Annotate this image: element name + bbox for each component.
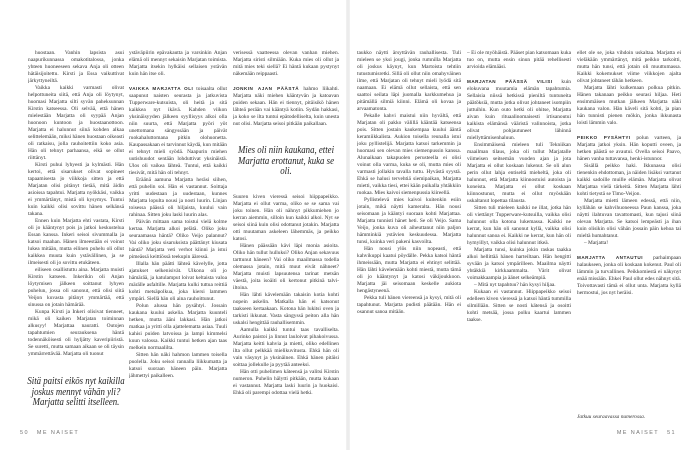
body-paragraph (233, 327, 339, 369)
body-paragraph (233, 194, 339, 243)
paragraph-text: Pekka tuli hänen viereensä ja kysyi, mitä oli tapahtunut. Marjatta pudisti päätään. Hän ei osannut sanoa mitään. (357, 295, 461, 315)
paragraph-text: Kukaan ei vastannut. Hiippapeikko seisoi edelleen kiven vieressä ja katsoi häntä tummilla silmillään. Sitten se nosti kätensä ja osoitti kohti metsää, jossa polku kaartui lammen taakse. (467, 289, 571, 323)
paragraph-text: hahmo liikahti. Marjatta näki miehen kääntyvän ja katoavan puiden sekaan. Hän ei tiennyt, pitäisikö hänen lähteä perään vai kääntyä kotiin. Sydän hakkasi, ja koko se ilta tuntui epätodelliselta, kuin unesta nut olisi. Marjatta seisoi pitkään paikallaan. (233, 86, 339, 127)
page-gutter (346, 0, 350, 450)
body-paragraph (233, 85, 339, 128)
magazine-name: ME NAISET (616, 430, 660, 436)
section-lead-in: MARJATTA ANTAUTUI (577, 255, 643, 260)
paragraph-text: huostaan. Vanhin lapsista asui naapurikunnassa omakotitalossa, jonka yhteen huoneeseen sekava Anja oli otteen hätäisijoitettu. Kirsti ja Essa vaikuttivat järkyttyneiltä. (28, 50, 124, 84)
body-paragraph (357, 295, 461, 316)
pull-quote-center: Mies oli niin kaukana, ettei Marjatta erottanut, kuka se oli. (237, 144, 335, 177)
body-paragraph (467, 50, 571, 71)
body-paragraph (129, 177, 227, 219)
body-paragraph (577, 198, 681, 240)
body-paragraph (129, 261, 227, 303)
paragraph-text: Sitten tuli mieleen kaikki ne illat, jotka hän oli viettänyt Tupperware-kutsuilla, vaikka olisi halunnut olla kotona lukemassa. Kaikki ne kerrat, kun hän oli sanonut kyllä, vaikka olisi halunnut sanoa ei. Kaikki ne kerrat, kun hän oli hymyillyt, vaikka olisi halunnut itkeä. (467, 205, 571, 246)
paragraph-text: Sisällä peikko haki. Ikkunassa olisi tienenkin ehdottoman, ja näiden lisäksi vartanut kaikki sadoille muille elämän. Marjatta olivat Marjattaa vielä tärkeitä. Sitten Marjatta lähti kohti tietystä se Timo-Veijon. (577, 163, 681, 197)
pull-quote-left: Sitä paitsi eikös nyt kaikilla joskus mennyt vähän yli? Marjatta selitti itselleen. (27, 375, 125, 408)
continued-note (577, 414, 681, 422)
paragraph-text: – Marjatta! (584, 240, 609, 246)
left-column-3-continued (233, 194, 339, 421)
paragraph-text: toisaalta ollut saapunut naisten seurasta ja jatkuvista Tupperware-kutsuista, oli heitä ja sitä kaikkea nyt ikävä. Kahden viikon yksinäisyyden jälkeen syyllisyys alkoi olla niin suurta, että Marjatta pyöri yöt unettomana sängyssään ja päivät ruokahaluttomana pitkin olohuonetta. Kaupassakaan ei tarvinnut käydä, kun mitään ei tehnyt mieli syödä. Naapurin miehen uutishuudot sentään lohduttivat yksinäistä. Ulos oli vaikea lähteä. Tuntui, että kaikki tiesivät, mitä hän oli tehnyt. (129, 86, 227, 176)
body-paragraph (467, 78, 571, 142)
body-paragraph (467, 282, 571, 289)
paragraph-text: kuin elokuvana muutamia elämän tapahtumia. Sellaisia niissä hetkissä pieniltä tuntuneita päätöksiä, mutta jotka olivat johtaneet isompiin juttuihin. Kun outo hetki oli ohitse, Marjatta aivan kuin rituaalinomaisesti irtisanoutui kaikista elämänsä vääristä valinnoista, jotka olivat pohjautuneet lähinnä miellyttämisenhaluun. (467, 79, 571, 141)
right-column-1 (357, 50, 461, 422)
body-paragraph (577, 85, 681, 127)
section-lead-in: PEIKKO PYSÄHTYI (577, 135, 631, 140)
left-column-2 (129, 50, 227, 422)
body-paragraph (357, 246, 461, 295)
body-paragraph (467, 205, 571, 247)
magazine-name: ME NAISET (36, 430, 80, 436)
paragraph-text: Hän otti puhelimen käteensä ja valitsi Kirstin numeron. Puhelin hälytti pitkään, mutta kukaan ei vastannut. Marjatta laski luurin ja huokaisi. Ehkä oli parempi odottaa vielä hetki. (233, 369, 339, 396)
paragraph-text: Kunpa Kirsti ja Inkeri olisivat tienneet, mikä oli kaiken Marjatan toiminnan alkusyy! Marjattaa nauratti. Outojen tapahtumien seurauksena häntä todennäköisesti oli hyljätty kaveripiiristä. Se suretti, mutta samaan aikaan se oli täysin ymmärrettävää. Marjatta oli tuonut (28, 309, 124, 357)
body-paragraph (233, 292, 339, 327)
section-lead-in: VAIKKA MARJATTA OLI (129, 86, 194, 91)
paragraph-text: Pekalle kahvi maistui niin hyvältä, että Marjatan oli pakko välillä kääntää katseensa pois. Sitten jostain kaukempaa kuului ääntä keramiikkalista. Aukion toisella reunalla istui joku pyllistelijä. Marjatta katsoi tarkemmin ja huomasi sen olevan mies siemenpussin kanssa. Alunaikaan takapuolen perusteella ei olisi voinut olla varma, kuka se oli, mutta mies oli varmasti jollakin tavalla tuttu. Hyvästä syystä. Ehkä se halusi tervehtiä siemipaikan, Marjatta mietti, vaikka tiesi, ettei kään puikalla yhtäkkiin ruokaa. Mies kaivoi siemenpussia kiireellä. (357, 113, 461, 196)
right-column-2 (467, 50, 571, 422)
paragraph-text: Suuren kiven vieressä seisoi hiippapeikko. Marjatta ei ollut varma, oliko se se sama vai joku toinen. Hän oli nähnyt pikkumiehen jo kerran aiemmin, silloin kun kaikki alkoi. Nyt se seisoi siinä kuin olisi odottanut jotakin. Marjatta otti muutaman askeleen lähemmäs, ja peikko katosi. (233, 194, 339, 242)
body-paragraph (129, 303, 227, 352)
paragraph-text: Marjatta lähti kulkemaan polkua pitkin. Hänen takanaan peikko seurasi hiljaa. Heti ensimmäisen mutkan jälkeen Marjatta näki kaukana valon. Hän käveli sitä kohti, ja pian hän tunnisti pienen mökin, jonka ikkunasta loisti lämmin valo. (577, 85, 681, 126)
paragraph-text: parhaimpaan halaukseen, jonka oli koskaan kokenut. Paul oli lämmin ja turvallinen. Peikkomiestä ei näkynyt enää missään. Ehkei Paul ollut edes nähnyt sitä. Toivottavasti tämä ei ollut unta. Marjatta kyllä hermostui, jos nyt heräisi. (577, 255, 681, 296)
paragraph-text: eiliseen osallistuttu aina. Marjatta muisti Kirstin katseen. Inkerikin oli Anjan löytymisen jälkeen soittanut lyhyen puhelun, jossa oli sanonut, että olisi siitä Veijon kuvasta pitänyt ymmärtää, että sinussa on jotain hämärää. (28, 267, 124, 308)
paragraph-text: Hänen päässään kävi läpi monia asioita. Oliko hän tullut hulluksi? Oliko Anjan sekavuus tarttunut häneen? Vai oliko maailmassa todella olemassa jotain, mitä muut eivät nähneet? Marjatta muisti lapsuutensa tarinat metsän väestä, joita isoäiti oli kertonut pitkinä talvi-iltoina. (233, 243, 339, 291)
body-paragraph (233, 243, 339, 292)
paragraph-text: Illalla hän päätti lähteä kävelylle, jotta ajatukset selkenisivät. Ulkona oli jo hämärää, ja katulamput loivat keltaista valoa märälle asfaltille. Marjatta kulki tuttua reittiä kohti metsäpolkua, joka kiersi lammen ympäri. Siellä hän oli aina rauhoittunut. (129, 261, 227, 302)
body-paragraph (129, 50, 227, 78)
body-paragraph (233, 50, 339, 78)
page-number: 50 (20, 430, 29, 436)
paragraph-text: ellet ole se, joka vihdoin uskaltaa. Marjatta ei vieläkään ymmärtänyt, mitä peikko tarkoitti, mutta hän tunsi, että jotain oli muuttumassa. Kaikki kokemukset viime viikkojen ajalta olivat johtaneet tähän hetkeen. (577, 50, 681, 84)
body-paragraph (357, 50, 461, 113)
paragraph-text: – Ei ole myöhäistä. Pääset pian katsomaan kuka tuo on, mutta ensin sinun pitää rehellisesti arvioida elämääsi. (467, 50, 571, 70)
page-number: 51 (667, 430, 676, 436)
continued-text: Jatkuu seuraavassa numerossa. (577, 414, 646, 420)
body-paragraph (129, 85, 227, 177)
left-column-1 (28, 50, 124, 365)
paragraph-text: Vaikka kaikki varmasti olivat helpottuneita siitä, että Anja oli löytynyt, huomasi Marjatta silti syvän paheksunnan Kirstin katseessa. Oli selvää, että hänen mielestään Marjatta oli syypää Anjan huonoon kuntoon ja huostaanottoon. Marjatta ei halunnut siinä kohden alkaa selittelemään, miksi hänen huostaan oikeasti oli ratkaisu, jolla rauhoitettiin koko asia. Hän oli tehnyt parhaansa, eikä se ollut riittänyt. (28, 85, 124, 161)
paragraph-text: taukko näytti ärsyttävän rauhallisesta. Tuli mieleen se yksi jougi, jonka rumnilla Marjatta oli joskus käynyt, kun Martoista tehtiin tutustumisretki. Sillä oli ollut niin omahyväinen ilme, että Marjatan oli tehnyt mieli lyödä sitä naamaan. Ei elämä ollut sellaista, että sen saattoi seilata läpi juomalla karkkumehua ja pitämällä silmiä kiinni. Elämä oli kovaa ja arvaamatonta. (357, 50, 461, 112)
paragraph-text: Hän nousi ylös niin nopeasti, että kahvikuppi kaatui pöydälle. Pekka katsoi häntä ihmeissään, mutta Marjatta ei ehtinyt selittää. Hän lähti kävelemään kohti miestä, mutta tämä oli jo kääntynyt ja katosi väkijoukkoon. Marjatta jäi seisomaan keskelle aukiota hengästyneenä. (357, 246, 461, 294)
body-paragraph (28, 162, 124, 218)
body-paragraph (577, 134, 681, 163)
paragraph-text: Ensimmäisenä mieleen tuli Tekniikan maailman tilaus, joka oli tullut Marjatalle viimeisen seitsemän vuoden ajan ja jota Marjatta ei ollut koskaan lukenut. Se oli alun perin ollut lahja entiseltä mieheltä, joka oli halunnut, että Marjatta kiinnostuisi autoista ja koneista. Marjatta ei ollut koskaan kiinnostunut, mutta ei ollut myöskään uskaltanut lopettaa tilausta. (467, 142, 571, 204)
paragraph-text: Polun alussa hän pysähtyi. Jossain kaukana kuului askelia. Marjatta kuunteli hetken, mutta ääni lakkasi. Hän jatkoi matkaa ja yritti olla ajattelematta asiaa. Tuuli kahisi puiden latvoissa ja lampi kimmelsi kuun valossa. Kaikki tuntui hetken ajan taas melkein normaalilta. (129, 303, 227, 351)
body-paragraph (28, 267, 124, 309)
body-paragraph (28, 85, 124, 162)
body-paragraph (357, 197, 461, 246)
left-column-3 (233, 50, 339, 137)
body-paragraph (233, 369, 339, 397)
body-paragraph (357, 113, 461, 197)
paragraph-text: Päivän mittaan sama toistui vielä kolme kertaa. Marjatta alkoi pelätä. Oliko joku seuraamassa häntä? Oliko Veijo palannut? Vai oliko joku sisaruksista päättänyt kiusata häntä? Marjatta veti verhot kiinni ja istui pimeässä keittiössä teekupin ääressä. (129, 219, 227, 260)
paragraph-text: Sitten hän näki hahmon lammen toisella puolella. Joku seisoi rannalla liikkumatta ja katsoi suoraan häneen päin. Marjatta jähmettyi paikalleen. (129, 352, 227, 379)
paragraph-text: Kirsti puhui lyhyesti ja kylmästi. Hän kertoi, että sisarukset olivat sopineet tapaamisesta jo viikkoja sitten ja että Marjatan olisi pitänyt tietää, mitä äidin asioissa tapahtui. Marjatta nyökkäsi, vaikka ei ymmärtänyt, mistä oli kysymys. Tuntui kuin kaikki olisi sovittu hänen selkänsä takana. (28, 162, 124, 217)
body-paragraph (577, 240, 681, 247)
paragraph-text: Ennen kuin Marjatta ehti vastata, Kirsti oli jo kääntynyt pois ja jatkoi keskustelua Essan kanssa. Inkeri seisoi sivummalla ja katsoi maahan. Hänen ilmeestään ei voinut lukea mitään, mutta eilinen puhelu oli ollut kaikkea muuta kuin ystävällinen, ja se ilmeisesti oli jo sovittu etukäteen. (28, 218, 124, 266)
paragraph-text: Pyllistelevä mies kaivoi kuitenkin esiin jotain, mikä näytti kameralta. Hän nousi seisomaan ja kääntyi suoraan kohti Marjattaa. Marjatta tunnisti hänet heti. Se oli Veijo. Sama Veijo, jonka kuva oli aiheuttanut niin paljon hämminkiä ystävien keskuudessa. Marjatta tunsi, kuinka veri pakeni kasvoilta. (357, 197, 461, 245)
body-paragraph (467, 289, 571, 324)
paragraph-text: Marjatta tunsi, kuinka jokin raskas taakka alkoi hellittää hänen harteiltaan. Hän hengitti syvään ja katsoi ympärilleen. Maailma näytti yhtäkkiä kirkkaammalta. Värit olivat voimakkaampia ja äänet selkeämpiä. (467, 247, 571, 281)
paragraph-text: – Mitä nyt tapahtuu? hän kysyi hiljaa. (474, 282, 556, 288)
left-folio (12, 430, 79, 436)
body-paragraph (129, 352, 227, 380)
paragraph-text: verisessä vaatteessa olevan vanhan miehen. Marjatta siristi silmiään. Kuka mies oli ollut ja mitä mies teki siellä? Ei häntä kukaan pystynyt näkemään reippaasti. (233, 50, 339, 77)
body-paragraph (577, 50, 681, 85)
section-lead-in: MARJATAN PÄÄSSÄ VILISI (467, 79, 553, 84)
body-paragraph (28, 50, 124, 85)
body-paragraph (467, 142, 571, 205)
body-paragraph (577, 163, 681, 198)
body-paragraph (28, 309, 124, 358)
body-paragraph (467, 247, 571, 282)
paragraph-text: Hän lähti kävelemään takaisin kotia kohti nopein askelin. Matkalla hän ei katsonut taakseen kertaakaan. Kotona hän lukitsi oven ja tarkisti ikkunat. Vasta sängyssä peiton alla hän uskalsi hengittää rauhallisemmin. (233, 292, 339, 326)
section-lead-in: JONKIN AJAN PÄÄSTÄ (233, 86, 300, 91)
paragraph-text: Aamulla kaikki tuntui taas tavalliselta. Aurinko paistoi ja linnut lauloivat pihakoivussa. Marjatta keitti kahvia ja mietti, oliko edellinen ilta ollut pelkkää mielikuvitusta. Ehkä hän oli vain väsynyt ja yksinäinen. Ehkä hänen pitäisi soittaa jollekulle ja pyytää anteeksi. (233, 327, 339, 368)
body-paragraph (28, 218, 124, 267)
paragraph-text: polun varteen, ja Marjatta jatkoi yksin. Hän koputti oveen, ja hetken päästä se avautui. Ovella seisoi Paavo, hänen vanha tuttavansa, henki-istunnor. (577, 135, 681, 162)
right-folio (617, 430, 684, 436)
body-paragraph (129, 219, 227, 261)
right-column-3 (577, 50, 681, 406)
paragraph-text: Eräänä aamuna Marjatta heräsi siihen, että puhelin soi. Hän ei vastannut. Soittaja yritti uudestaan ja uudestaan, kunnes Marjatta lopulta nousi ja nosti luurin. Linjan toisessa päässä oli hiljaista, kuului vain rahinaa. Sitten joku laski luurin alas. (129, 177, 227, 218)
paragraph-text: ystäväpiirin epävakautta ja varsinkin Anjan elämä oli mennyt sekaisin Marjatan toimista. Marjatta itsekin hylkäisi sellaisen ystävän kuin hän itse oli. (129, 50, 227, 77)
body-paragraph (577, 254, 681, 297)
paragraph-text: Marjatta mietti lämeen edessä, että niin, kyllähän se kahvihuoneessa Paun kanssa, joka näytti ilahtuvan tavattomasti, kun tajusi siinä olevan Marjatta. Se katsoi lempeästi ja ihan kuin olisikin olisi vähän jossain päin kehoa tai mieltä humahtanut. (577, 198, 681, 239)
